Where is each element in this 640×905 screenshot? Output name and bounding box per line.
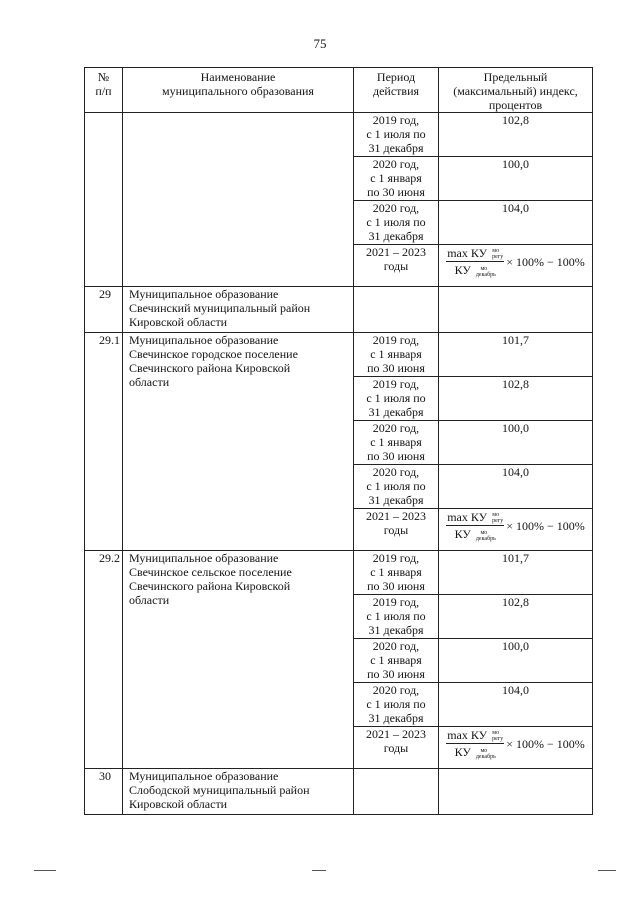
table-header-row (85, 68, 593, 113)
table-body (85, 113, 593, 815)
period-cell (354, 287, 439, 333)
row-number: 29 (85, 287, 123, 333)
municipality-name (123, 113, 354, 287)
municipality-name: Муниципальное образование Свечинское сельское поселение Свечинского района Кировской области (123, 551, 354, 769)
table-row (85, 113, 593, 157)
period-cell: 2019 год, с 1 июля по 31 декабря (354, 377, 439, 421)
index-cell: 101,7 (439, 551, 593, 595)
header-name: Наименование муниципального образования (123, 68, 354, 113)
header-num: № п/п (85, 68, 123, 113)
index-cell: 101,7 (439, 333, 593, 377)
index-cell: 102,8 (439, 595, 593, 639)
scan-mark-left (34, 870, 56, 871)
index-cell (439, 769, 593, 815)
row-number: 29.2 (85, 551, 123, 769)
period-cell: 2019 год, с 1 июля по 31 декабря (354, 113, 439, 157)
municipality-name: Муниципальное образование Свечинский муниципальный район Кировской области (123, 287, 354, 333)
index-cell: 104,0 (439, 201, 593, 245)
index-cell (439, 509, 593, 551)
scan-mark-right (598, 870, 616, 871)
index-cell: 100,0 (439, 421, 593, 465)
table-row (85, 333, 593, 377)
index-cell (439, 245, 593, 287)
period-cell: 2021 – 2023 годы (354, 245, 439, 287)
index-formula: max КУ мо регу КУ мо декабрь × 100% − 100% (447, 246, 585, 278)
period-cell: 2020 год, с 1 января по 30 июня (354, 157, 439, 201)
period-cell: 2021 – 2023 годы (354, 727, 439, 769)
table-row (85, 769, 593, 815)
period-cell: 2020 год, с 1 июля по 31 декабря (354, 683, 439, 727)
row-number: 29.1 (85, 333, 123, 551)
period-cell: 2019 год, с 1 июля по 31 декабря (354, 595, 439, 639)
index-cell: 102,8 (439, 113, 593, 157)
index-cell: 100,0 (439, 639, 593, 683)
table-row (85, 551, 593, 595)
row-number (85, 113, 123, 287)
page-number: 75 (313, 36, 327, 51)
period-cell: 2019 год, с 1 января по 30 июня (354, 551, 439, 595)
row-number: 30 (85, 769, 123, 815)
index-formula: max КУ мо регу КУ мо декабрь × 100% − 100% (447, 728, 585, 760)
period-cell (354, 769, 439, 815)
index-cell: 100,0 (439, 157, 593, 201)
index-cell (439, 727, 593, 769)
period-cell: 2020 год, с 1 января по 30 июня (354, 421, 439, 465)
header-period: Период действия (354, 68, 439, 113)
period-cell: 2020 год, с 1 июля по 31 декабря (354, 465, 439, 509)
period-cell: 2020 год, с 1 января по 30 июня (354, 639, 439, 683)
index-cell (439, 287, 593, 333)
period-cell: 2021 – 2023 годы (354, 509, 439, 551)
scan-mark-center (312, 870, 326, 871)
index-cell: 102,8 (439, 377, 593, 421)
index-cell: 104,0 (439, 465, 593, 509)
index-cell: 104,0 (439, 683, 593, 727)
period-cell: 2020 год, с 1 июля по 31 декабря (354, 201, 439, 245)
table-row (85, 287, 593, 333)
municipality-name: Муниципальное образование Свечинское городское поселение Свечинского района Кировской области (123, 333, 354, 551)
header-index: Предельный (максимальный) индекс, процентов (439, 68, 593, 113)
period-cell: 2019 год, с 1 января по 30 июня (354, 333, 439, 377)
index-formula: max КУ мо регу КУ мо декабрь × 100% − 100% (447, 510, 585, 542)
tariff-index-table (84, 67, 593, 815)
municipality-name: Муниципальное образование Слободской муниципальный район Кировской области (123, 769, 354, 815)
